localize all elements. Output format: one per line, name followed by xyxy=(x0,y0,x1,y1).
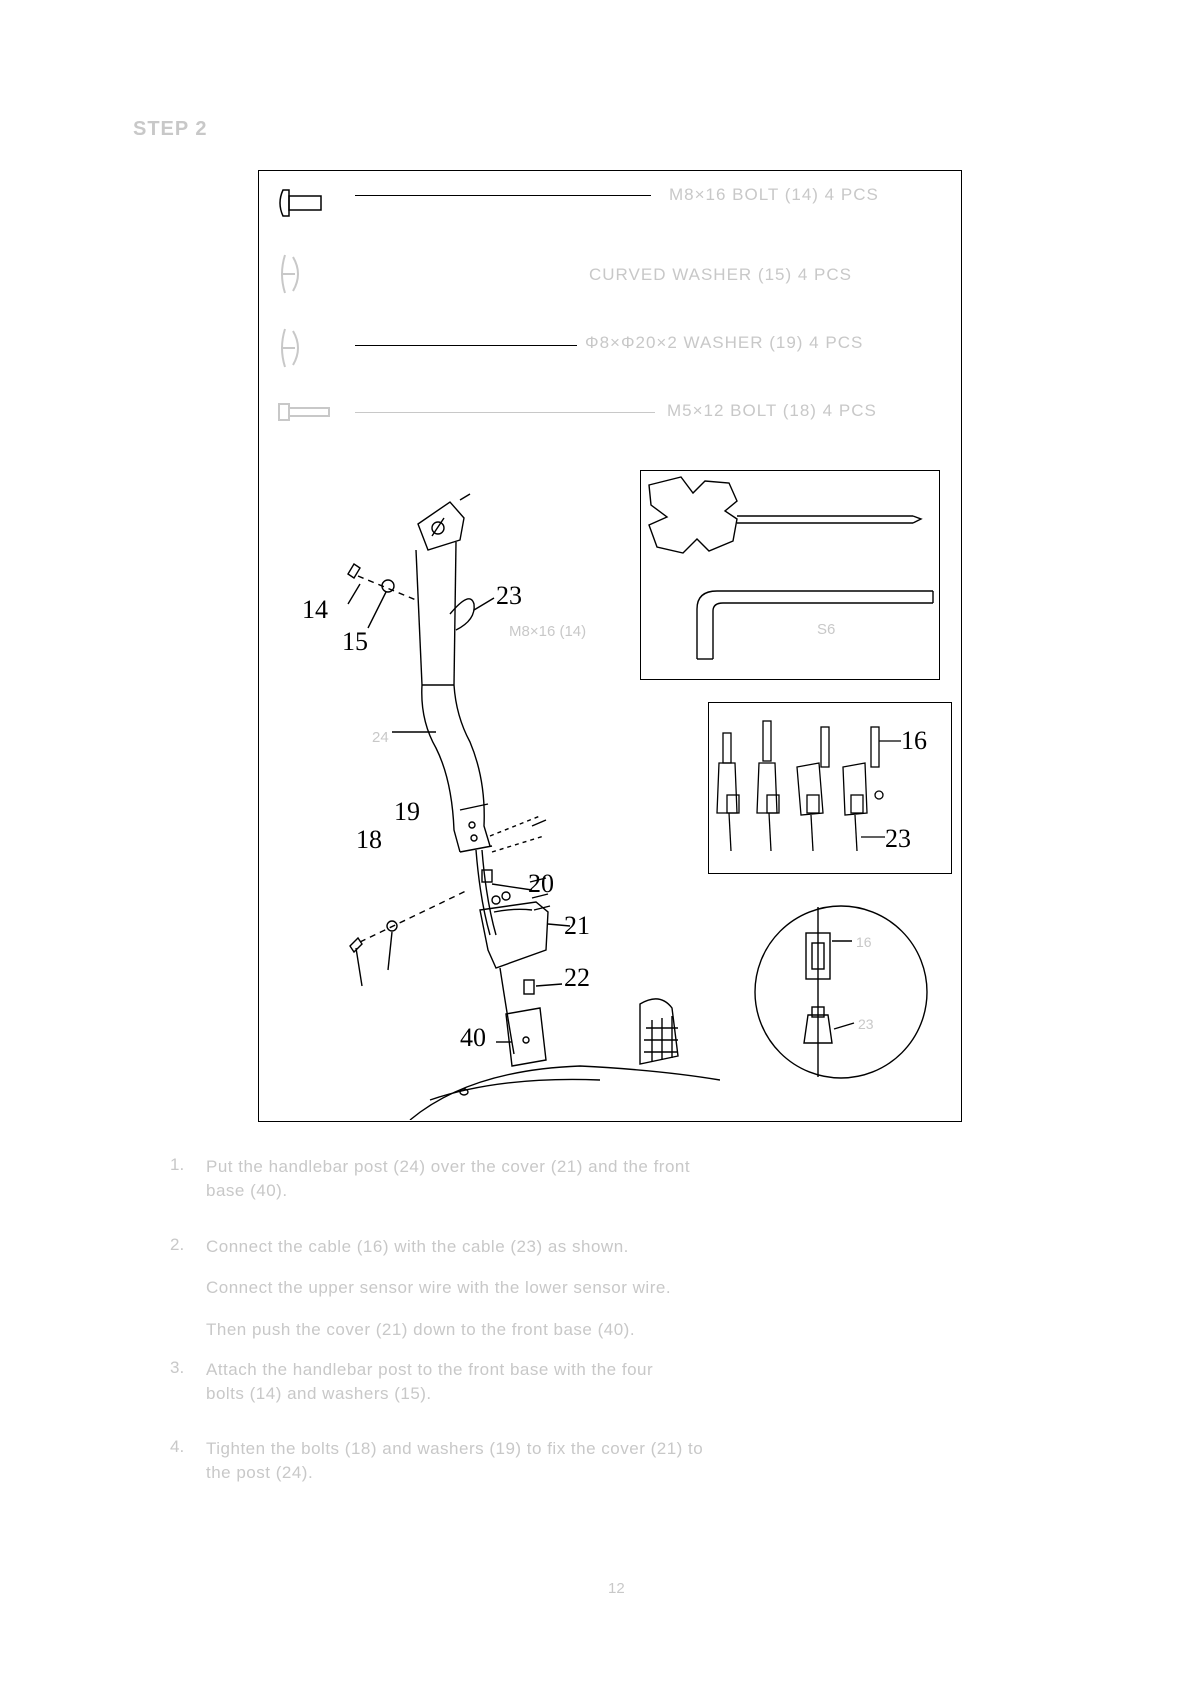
callout-15: 15 xyxy=(342,627,368,656)
instruction-4-line-2: the post (24). xyxy=(206,1463,314,1482)
instruction-4 xyxy=(206,1437,703,1485)
instruction-2-line-1: Connect the cable (16) with the cable (23) as shown. xyxy=(206,1237,629,1256)
instruction-2 xyxy=(206,1235,629,1259)
instruction-3 xyxy=(206,1358,653,1406)
screw-icon xyxy=(275,399,335,425)
instruction-2-number: 2. xyxy=(170,1235,185,1254)
instruction-2b xyxy=(206,1276,671,1300)
instruction-1-line-1: Put the handlebar post (24) over the cover (21) and the front xyxy=(206,1157,691,1176)
instruction-2c xyxy=(206,1318,635,1342)
page-number: 12 xyxy=(608,1580,625,1597)
step-title: STEP 2 xyxy=(133,118,208,140)
callout-23-inset: 23 xyxy=(885,824,911,853)
bolt-icon xyxy=(275,187,327,219)
callout-40: 40 xyxy=(460,1023,486,1052)
curved-washer-icon xyxy=(275,249,311,299)
plug-label-16: 16 xyxy=(856,934,872,950)
tool-label-bolt: M8×16 (14) xyxy=(509,623,587,640)
curved-washer-icon xyxy=(275,323,311,373)
instruction-1-number: 1. xyxy=(170,1155,185,1174)
hardware-leader-line xyxy=(355,412,655,413)
callout-23-main: 23 xyxy=(496,581,522,610)
instruction-3-line-2: bolts (14) and washers (15). xyxy=(206,1384,432,1403)
callout-19: 19 xyxy=(394,797,420,826)
plug-label-23: 23 xyxy=(858,1016,874,1032)
wrench-and-hex-key-drawing xyxy=(641,471,939,679)
callout-22: 22 xyxy=(564,963,590,992)
instruction-1-line-2: base (40). xyxy=(206,1181,288,1200)
instruction-3-number: 3. xyxy=(170,1358,185,1377)
cable-connection-inset xyxy=(708,702,952,874)
instruction-1 xyxy=(206,1155,690,1203)
callout-18: 18 xyxy=(356,825,382,854)
hardware-label-2: CURVED WASHER (15) 4 PCS xyxy=(589,265,852,284)
hardware-leader-line xyxy=(355,345,577,346)
plug-detail-circle xyxy=(752,903,930,1081)
hardware-label-4: M5×12 BOLT (18) 4 PCS xyxy=(667,401,877,420)
callout-14: 14 xyxy=(302,595,328,624)
instruction-2c-line-1: Then push the cover (21) down to the front base (40). xyxy=(206,1320,636,1339)
callout-20: 20 xyxy=(528,869,554,898)
instruction-4-line-1: Tighten the bolts (18) and washers (19) to fix the cover (21) to xyxy=(206,1439,704,1458)
instruction-3-line-1: Attach the handlebar post to the front base with the four xyxy=(206,1360,654,1379)
instruction-4-number: 4. xyxy=(170,1437,185,1456)
cable-connection-steps-drawing xyxy=(709,703,951,873)
hardware-label-1: M8×16 BOLT (14) 4 PCS xyxy=(669,185,879,204)
hardware-label-3: Φ8×Φ20×2 WASHER (19) 4 PCS xyxy=(585,333,864,352)
callout-24-faint: 24 xyxy=(372,729,389,746)
tool-label-hex: S6 xyxy=(817,621,836,638)
callout-16: 16 xyxy=(901,726,927,755)
instruction-2b-line-1: Connect the upper sensor wire with the lower sensor wire. xyxy=(206,1278,672,1297)
hardware-leader-line xyxy=(355,195,651,196)
callout-21: 21 xyxy=(564,911,590,940)
